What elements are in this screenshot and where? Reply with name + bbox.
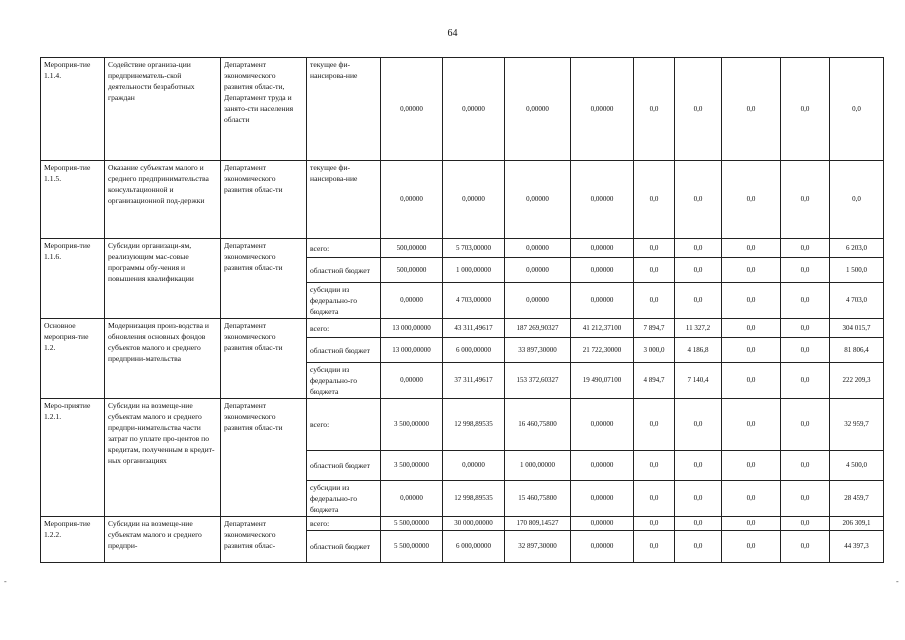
amount-cell: 12 998,89535 (443, 399, 505, 451)
amount-cell: 0,0 (675, 258, 722, 283)
funding-source: текущее фи-нансирова-ние (307, 161, 381, 239)
amount-cell: 3 500,00000 (381, 399, 443, 451)
amount-cell: 11 327,2 (675, 319, 722, 338)
amount-cell: 0,0 (781, 258, 830, 283)
amount-cell: 28 459,7 (830, 481, 884, 517)
amount-cell: 0,00000 (571, 531, 634, 563)
amount-cell: 0,00000 (505, 258, 571, 283)
amount-cell: 0,00000 (443, 58, 505, 161)
measure-name: Субсидии организаци-ям, реализующим мас-совые программы обу-чения и повышения квалификации (105, 239, 221, 319)
measure-code: Мероприя-тие 1.1.6. (41, 239, 105, 319)
funding-source: областной бюджет (307, 258, 381, 283)
amount-cell: 0,00000 (443, 451, 505, 481)
amount-cell: 0,0 (781, 319, 830, 338)
amount-cell: 0,0 (781, 338, 830, 363)
amount-cell: 1 500,0 (830, 258, 884, 283)
amount-cell: 500,00000 (381, 239, 443, 258)
funding-source: областной бюджет (307, 451, 381, 481)
amount-cell: 81 806,4 (830, 338, 884, 363)
amount-cell: 44 397,3 (830, 531, 884, 563)
amount-cell: 0,0 (634, 451, 675, 481)
amount-cell: 0,0 (781, 283, 830, 319)
amount-cell: 5 703,00000 (443, 239, 505, 258)
amount-cell: 6 203,0 (830, 239, 884, 258)
funding-source: всего: (307, 399, 381, 451)
table-row (41, 161, 884, 239)
amount-cell: 0,0 (722, 338, 781, 363)
amount-cell: 0,00000 (381, 363, 443, 399)
funding-source: текущее фи-нансирова-ние (307, 58, 381, 161)
amount-cell: 0,0 (722, 319, 781, 338)
amount-cell: 6 000,00000 (443, 338, 505, 363)
amount-cell: 3 000,0 (634, 338, 675, 363)
amount-cell: 5 500,00000 (381, 517, 443, 531)
amount-cell: 15 460,75800 (505, 481, 571, 517)
edge-mark-right: - (896, 577, 899, 586)
amount-cell: 0,0 (634, 399, 675, 451)
amount-cell: 0,0 (781, 531, 830, 563)
amount-cell: 13 000,00000 (381, 319, 443, 338)
amount-cell: 0,00000 (443, 161, 505, 239)
amount-cell: 0,00000 (571, 58, 634, 161)
amount-cell: 32 959,7 (830, 399, 884, 451)
amount-cell: 0,0 (722, 481, 781, 517)
amount-cell: 0,0 (781, 451, 830, 481)
amount-cell: 43 311,49617 (443, 319, 505, 338)
amount-cell: 0,00000 (381, 481, 443, 517)
amount-cell: 0,0 (634, 58, 675, 161)
amount-cell: 0,00000 (505, 239, 571, 258)
amount-cell: 0,0 (722, 161, 781, 239)
measure-executor: Департамент экономического развития облас-ти (221, 399, 307, 517)
amount-cell: 0,0 (675, 451, 722, 481)
amount-cell: 0,0 (781, 517, 830, 531)
amount-cell: 0,0 (722, 258, 781, 283)
amount-cell: 0,0 (781, 161, 830, 239)
amount-cell: 0,0 (675, 481, 722, 517)
amount-cell: 16 460,75800 (505, 399, 571, 451)
funding-source: областной бюджет (307, 338, 381, 363)
amount-cell: 0,0 (830, 58, 884, 161)
amount-cell: 4 703,0 (830, 283, 884, 319)
amount-cell: 0,0 (634, 517, 675, 531)
measure-code: Мероприя-тие 1.2.2. (41, 517, 105, 563)
amount-cell: 4 186,8 (675, 338, 722, 363)
amount-cell: 0,0 (781, 239, 830, 258)
measure-code: Мероприя-тие 1.1.4. (41, 58, 105, 161)
funding-source: всего: (307, 239, 381, 258)
amount-cell: 0,0 (634, 283, 675, 319)
measure-executor: Департамент экономического развития облас-ти, Департамент труда и занято-сти населения области (221, 58, 307, 161)
amount-cell: 0,0 (722, 531, 781, 563)
amount-cell: 0,0 (634, 239, 675, 258)
amount-cell: 3 500,00000 (381, 451, 443, 481)
amount-cell: 32 897,30000 (505, 531, 571, 563)
amount-cell: 0,0 (675, 399, 722, 451)
amount-cell: 0,00000 (505, 283, 571, 319)
amount-cell: 5 500,00000 (381, 531, 443, 563)
page-number: 64 (447, 28, 458, 39)
amount-cell: 170 809,14527 (505, 517, 571, 531)
amount-cell: 0,0 (722, 517, 781, 531)
amount-cell: 4 703,00000 (443, 283, 505, 319)
amount-cell: 0,0 (675, 239, 722, 258)
amount-cell: 41 212,37100 (571, 319, 634, 338)
amount-cell: 0,00000 (571, 481, 634, 517)
funding-source: всего: (307, 517, 381, 531)
amount-cell: 0,00000 (505, 58, 571, 161)
measure-name: Содействие организа-ции предпринематель-ской деятельности безработных граждан (105, 58, 221, 161)
amount-cell: 7 894,7 (634, 319, 675, 338)
table-row (41, 239, 884, 258)
amount-cell: 4 894,7 (634, 363, 675, 399)
amount-cell: 13 000,00000 (381, 338, 443, 363)
amount-cell: 0,0 (781, 363, 830, 399)
amount-cell: 0,0 (830, 161, 884, 239)
amount-cell: 304 015,7 (830, 319, 884, 338)
amount-cell: 0,0 (634, 531, 675, 563)
edge-mark-left: - (4, 577, 7, 586)
measure-name: Оказание субъектам малого и среднего предпринимательства консультационной и организационной под-держки (105, 161, 221, 239)
amount-cell: 222 209,3 (830, 363, 884, 399)
table-row (41, 58, 884, 161)
amount-cell: 0,0 (675, 161, 722, 239)
funding-source: субсидии из федерально-го бюджета (307, 363, 381, 399)
amount-cell: 0,00000 (505, 161, 571, 239)
measure-name: Субсидии на возмеще-ние субъектам малого и среднего предпри-нимательства части затрат по уплате про-центов по кредитам, полученным в кредит-ных организациях (105, 399, 221, 517)
amount-cell: 0,00000 (571, 161, 634, 239)
measure-name: Субсидии на возмеще-ние субъектам малого и среднего предпри- (105, 517, 221, 563)
amount-cell: 0,0 (781, 399, 830, 451)
amount-cell: 0,00000 (381, 283, 443, 319)
amount-cell: 0,00000 (571, 239, 634, 258)
amount-cell: 0,0 (722, 58, 781, 161)
amount-cell: 153 372,60327 (505, 363, 571, 399)
measure-code: Мероприя-тие 1.1.5. (41, 161, 105, 239)
amount-cell: 1 000,00000 (443, 258, 505, 283)
amount-cell: 0,00000 (571, 399, 634, 451)
measure-code: Основное мероприя-тие 1.2. (41, 319, 105, 399)
amount-cell: 1 000,00000 (505, 451, 571, 481)
amount-cell: 0,0 (722, 283, 781, 319)
amount-cell: 0,0 (781, 58, 830, 161)
funding-source: всего: (307, 319, 381, 338)
amount-cell: 6 000,00000 (443, 531, 505, 563)
measure-executor: Департамент экономического развития облас-ти (221, 319, 307, 399)
measure-executor: Департамент экономического развития облас-ти (221, 239, 307, 319)
amount-cell: 0,00000 (571, 517, 634, 531)
amount-cell: 0,0 (675, 58, 722, 161)
amount-cell: 0,00000 (571, 258, 634, 283)
amount-cell: 187 269,90327 (505, 319, 571, 338)
funding-source: субсидии из федерально-го бюджета (307, 481, 381, 517)
amount-cell: 19 490,07100 (571, 363, 634, 399)
amount-cell: 0,0 (634, 258, 675, 283)
amount-cell: 0,00000 (571, 283, 634, 319)
table-row (41, 517, 884, 531)
amount-cell: 0,0 (722, 399, 781, 451)
amount-cell: 0,0 (634, 481, 675, 517)
amount-cell: 4 500,0 (830, 451, 884, 481)
amount-cell: 0,0 (722, 239, 781, 258)
amount-cell: 21 722,30000 (571, 338, 634, 363)
amount-cell: 0,0 (634, 161, 675, 239)
amount-cell: 33 897,30000 (505, 338, 571, 363)
amount-cell: 0,0 (675, 531, 722, 563)
budget-table (40, 57, 884, 563)
funding-source: субсидии из федерально-го бюджета (307, 283, 381, 319)
table-row (41, 319, 884, 338)
table-row (41, 399, 884, 451)
amount-cell: 7 140,4 (675, 363, 722, 399)
amount-cell: 0,0 (675, 517, 722, 531)
measure-name: Модернизация произ-водства и обновления основных фондов субъектов малого и среднего предприни-мательства (105, 319, 221, 399)
funding-source: областной бюджет (307, 531, 381, 563)
amount-cell: 500,00000 (381, 258, 443, 283)
amount-cell: 0,0 (722, 363, 781, 399)
amount-cell: 0,0 (722, 451, 781, 481)
amount-cell: 12 998,89535 (443, 481, 505, 517)
measure-executor: Департамент экономического развития облас- (221, 517, 307, 563)
amount-cell: 206 309,1 (830, 517, 884, 531)
measure-executor: Департамент экономического развития облас-ти (221, 161, 307, 239)
amount-cell: 0,00000 (381, 58, 443, 161)
amount-cell: 30 000,00000 (443, 517, 505, 531)
amount-cell: 37 311,49617 (443, 363, 505, 399)
amount-cell: 0,00000 (571, 451, 634, 481)
amount-cell: 0,00000 (381, 161, 443, 239)
amount-cell: 0,0 (781, 481, 830, 517)
amount-cell: 0,0 (675, 283, 722, 319)
measure-code: Меро-приятие 1.2.1. (41, 399, 105, 517)
